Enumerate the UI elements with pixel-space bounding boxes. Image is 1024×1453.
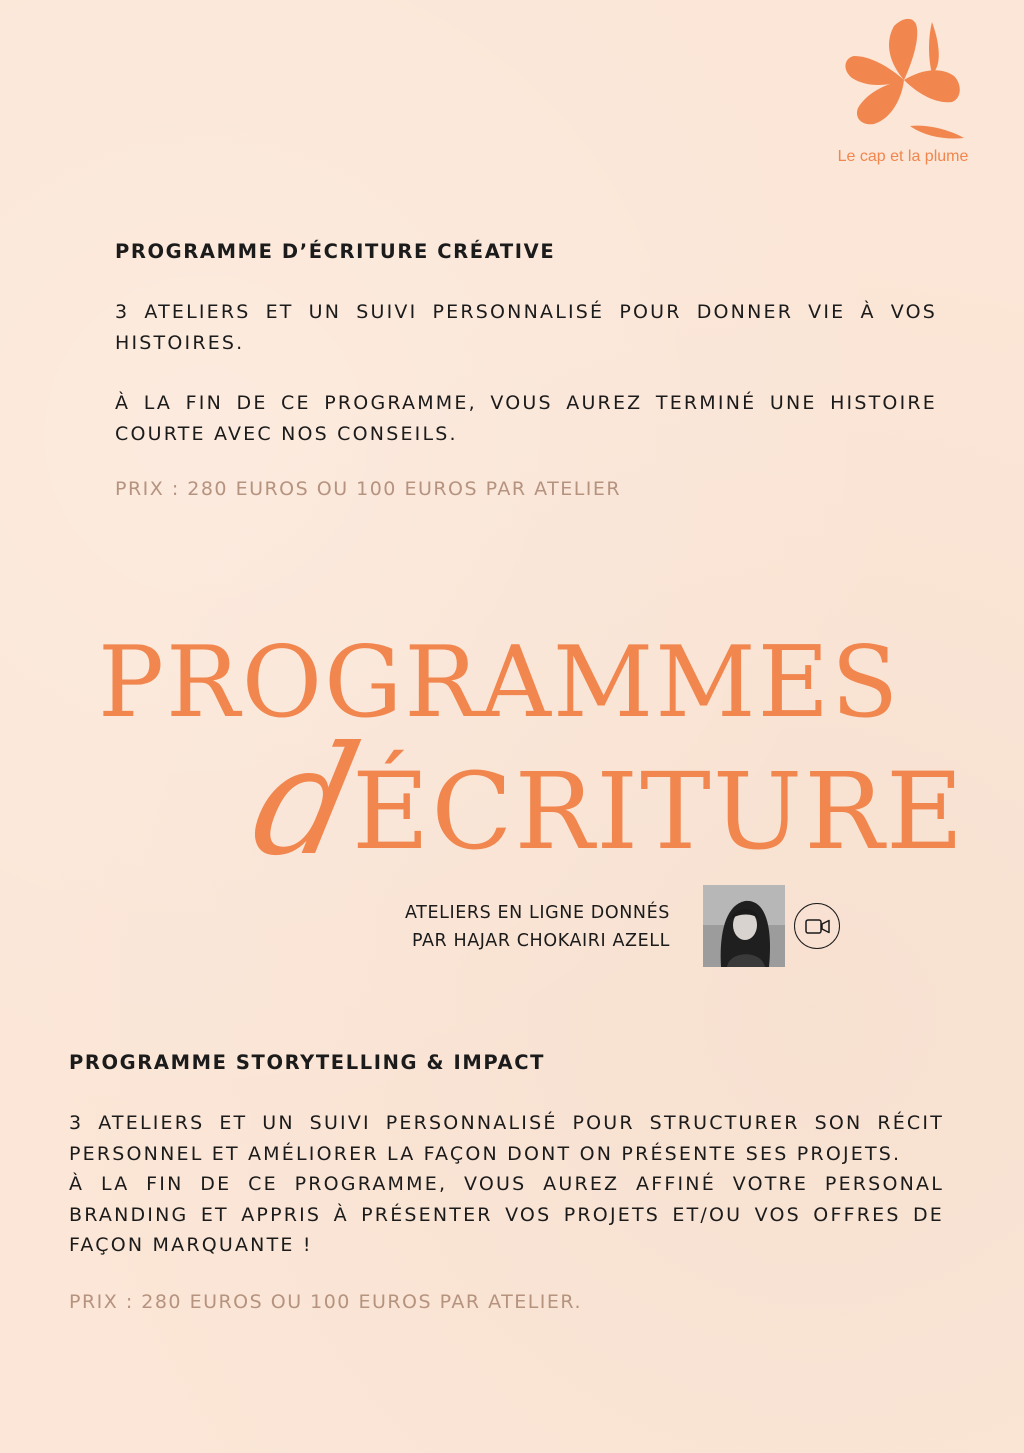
storytelling-section: [69, 1051, 944, 1313]
hero-script-connector: d: [239, 715, 373, 889]
price-text: PRIX : 280 EUROS OU 100 EUROS PAR ATELIER.: [69, 1290, 582, 1313]
pinwheel-logo-icon: [832, 14, 972, 144]
video-camera-icon: [794, 903, 840, 949]
section-title: PROGRAMME STORYTELLING & IMPACT: [69, 1051, 546, 1074]
byline-line-1: ATELIERS EN LIGNE DONNÉS: [404, 903, 670, 923]
hero-title-line-2: ÉCRITURE: [352, 750, 966, 873]
hero-title-line-1: PROGRAMMES: [98, 626, 901, 740]
brand-name: Le cap et la plume: [837, 148, 969, 165]
section-title: PROGRAMME D’ÉCRITURE CRÉATIVE: [115, 240, 556, 263]
brand-logo: [828, 14, 978, 174]
camera-glyph-icon: [805, 918, 831, 935]
section-paragraph: 3 ATELIERS ET UN SUIVI PERSONNALISÉ POUR STRUCTURER SON RÉCIT PERSONNEL ET AMÉLIORER LA FAÇON DONT ON PRÉSENTE SES PROJETS.: [69, 1112, 944, 1165]
instructor-photo: [703, 885, 785, 967]
section-paragraph: À LA FIN DE CE PROGRAMME, VOUS AUREZ AFFINÉ VOTRE PERSONAL BRANDING ET APPRIS À PRÉSENTER VOS PROJETS ET/OU VOS OFFRES DE FAÇON MARQUANTE !: [69, 1173, 944, 1256]
portrait-photo-icon: [703, 885, 785, 967]
section-paragraph: 3 ATELIERS ET UN SUIVI PERSONNALISÉ POUR DONNER VIE À VOS HISTOIRES.: [115, 301, 937, 354]
creative-writing-section: [115, 240, 937, 500]
instructor-byline: [330, 899, 670, 955]
byline-line-2: PAR HAJAR CHOKAIRI AZELL: [411, 931, 670, 951]
price-text: PRIX : 280 EUROS OU 100 EUROS PAR ATELIER: [115, 478, 622, 500]
section-paragraph: À LA FIN DE CE PROGRAMME, VOUS AUREZ TERMINÉ UNE HISTOIRE COURTE AVEC NOS CONSEILS.: [115, 392, 937, 445]
